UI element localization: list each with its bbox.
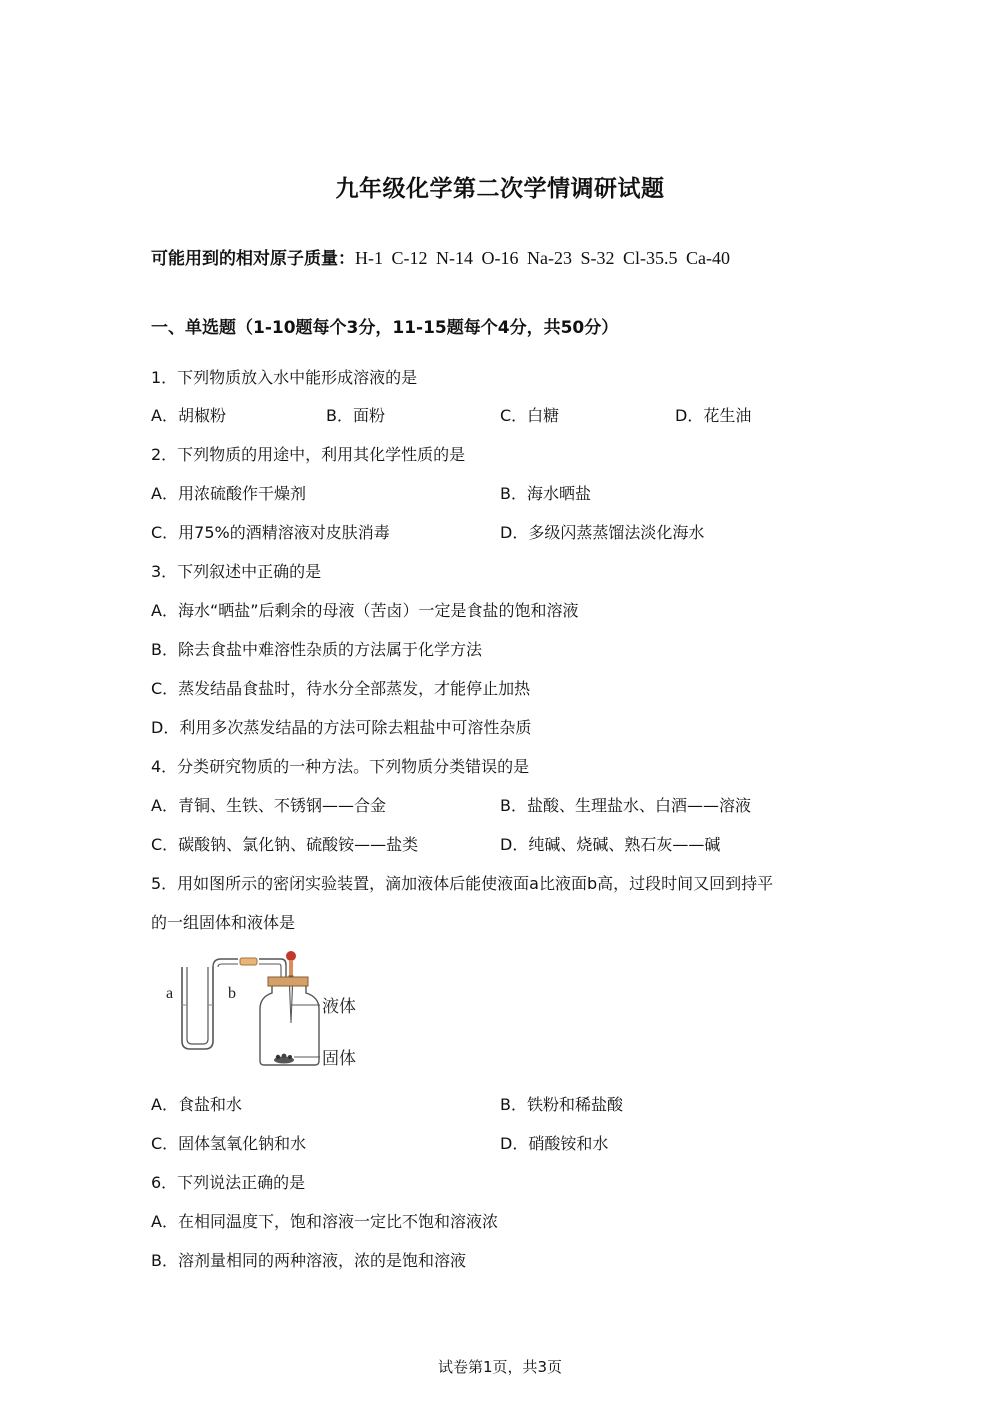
dropper-neck <box>289 960 293 976</box>
connecting-tube <box>213 959 238 967</box>
label-solid: 固体 <box>322 1049 356 1069</box>
question-5-stem-line-2: 的一组固体和液体是 <box>151 913 296 932</box>
question-6-option-b: B．溶剂量相同的两种溶液，浓的是饱和溶液 <box>151 1251 466 1270</box>
question-1-option-a: A．胡椒粉 <box>151 406 226 425</box>
connecting-tube-2 <box>259 959 286 979</box>
question-2-stem: 2．下列物质的用途中，利用其化学性质的是 <box>151 445 466 464</box>
section-heading: 一、单选题（1-10题每个3分，11-15题每个4分，共50分） <box>151 318 619 338</box>
question-3-stem: 3．下列叙述中正确的是 <box>151 562 322 581</box>
question-5-option-b: B．铁粉和稀盐酸 <box>500 1095 623 1114</box>
question-5-option-c: C．固体氢氧化钠和水 <box>151 1134 307 1153</box>
connecting-tube-inner <box>218 964 238 967</box>
label-b: b <box>228 985 236 1002</box>
question-4-option-b: B．盐酸、生理盐水、白酒——溶液 <box>500 796 751 815</box>
question-1-option-b: B．面粉 <box>326 406 385 425</box>
question-6-option-a: A．在相同温度下，饱和溶液一定比不饱和溶液浓 <box>151 1212 498 1231</box>
question-1-stem: 1．下列物质放入水中能形成溶液的是 <box>151 368 418 387</box>
question-2-option-b: B．海水晒盐 <box>500 484 591 503</box>
question-3-option-c: C．蒸发结晶食盐时，待水分全部蒸发，才能停止加热 <box>151 679 531 698</box>
atomic-masses-values: H-1 C-12 N-14 O-16 Na-23 S-32 Cl-35.5 Ca-40 <box>355 248 730 268</box>
question-4-option-c: C．碳酸钠、氯化钠、硫酸铵——盐类 <box>151 835 419 854</box>
question-2-option-d: D．多级闪蒸蒸馏法淡化海水 <box>500 523 705 542</box>
apparatus-diagram <box>160 945 370 1070</box>
page-title: 九年级化学第二次学情调研试题 <box>335 176 665 202</box>
stopper <box>268 977 308 986</box>
question-2-option-a: A．用浓硫酸作干燥剂 <box>151 484 306 503</box>
solid-particles <box>274 1054 294 1064</box>
tube-clamp <box>240 958 257 965</box>
question-5-stem-line-1: 5．用如图所示的密闭实验装置，滴加液体后能使液面a比液面b高，过段时间又回到持平 <box>151 874 774 893</box>
question-3-option-b: B．除去食盐中难溶性杂质的方法属于化学方法 <box>151 640 482 659</box>
u-tube-inner <box>187 967 208 1044</box>
question-4-option-a: A．青铜、生铁、不锈钢——合金 <box>151 796 386 815</box>
question-5-option-d: D．硝酸铵和水 <box>500 1134 609 1153</box>
question-3-option-d: D．利用多次蒸发结晶的方法可除去粗盐中可溶性杂质 <box>151 718 532 737</box>
question-4-option-d: D．纯碱、烧碱、熟石灰——碱 <box>500 835 721 854</box>
question-6-stem: 6．下列说法正确的是 <box>151 1173 306 1192</box>
page-footer: 试卷第1页，共3页 <box>437 1358 563 1376</box>
label-a: a <box>166 985 174 1002</box>
atomic-masses <box>151 244 730 269</box>
question-2-option-c: C．用75%的酒精溶液对皮肤消毒 <box>151 523 390 542</box>
question-1-option-c: C．白糖 <box>500 406 560 425</box>
question-4-stem: 4．分类研究物质的一种方法。下列物质分类错误的是 <box>151 757 530 776</box>
label-liquid: 液体 <box>322 997 356 1017</box>
question-3-option-a: A．海水“晒盐”后剩余的母液（苦卤）一定是食盐的饱和溶液 <box>151 601 579 620</box>
atomic-masses-label: 可能用到的相对原子质量： <box>151 249 355 269</box>
question-1-option-d: D．花生油 <box>675 406 752 425</box>
question-5-option-a: A．食盐和水 <box>151 1095 242 1114</box>
dropper-bulb <box>286 951 296 961</box>
